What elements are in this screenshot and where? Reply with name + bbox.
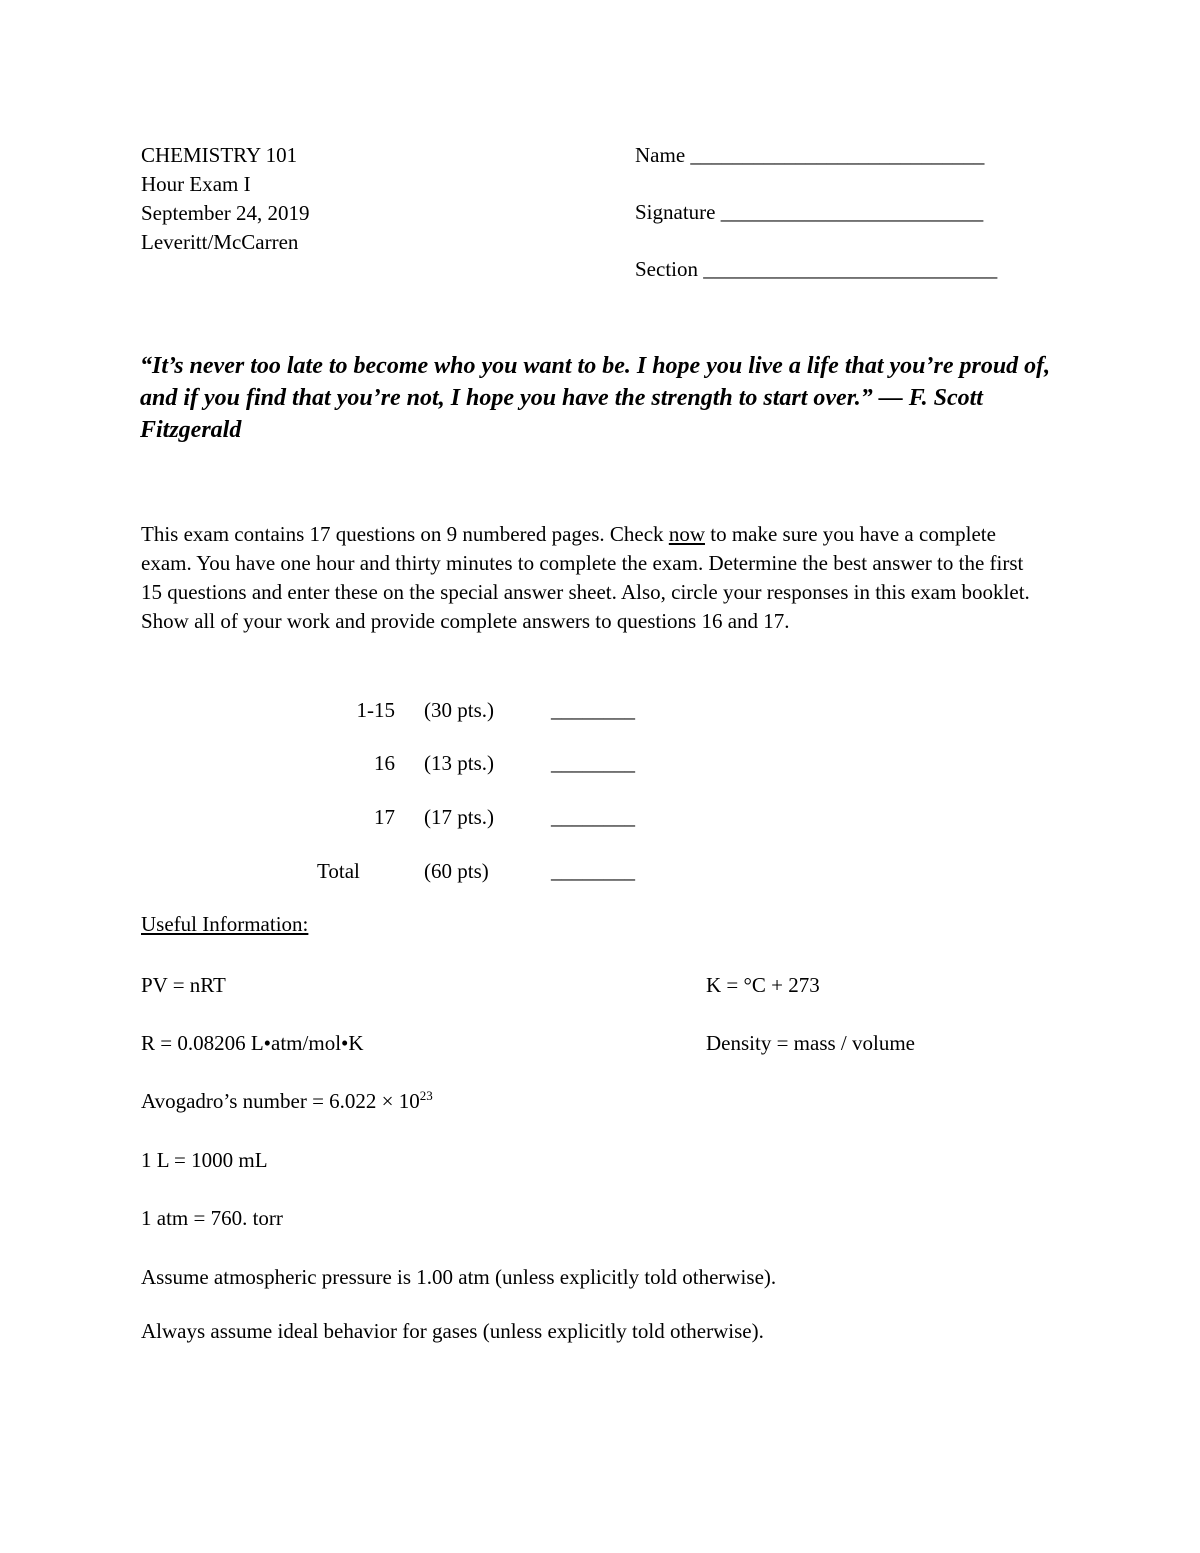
avogadro-exponent: 23 [419,1088,433,1103]
score-total-label: Total [317,859,360,883]
score-question: 16 [374,751,395,775]
instructors: Leveritt/McCarren [141,230,299,254]
instructions-before: This exam contains 17 questions on 9 numbered pages. Check [141,522,669,546]
score-blank[interactable]: ________ [551,805,635,829]
signature-field[interactable]: Signature _________________________ [635,200,984,224]
instructions-after: to make sure you have a complete exam. You have one hour and thirty minutes to complete the exam. Determine the best answer to the first 15 questions and enter these on the special answer sheet. Also, circle your responses in this exam booklet. Show all of your work and provide complete answers to questions 16 and 17. [141,522,1030,633]
liter-conversion: 1 L = 1000 mL [141,1148,268,1172]
score-points: (13 pts.) [424,751,494,775]
gas-constant: R = 0.08206 L•atm/mol•K [141,1031,364,1055]
density-formula: Density = mass / volume [706,1031,915,1055]
score-blank[interactable]: ________ [551,751,635,775]
score-question: 1-15 [356,698,395,722]
assume-ideal: Always assume ideal behavior for gases (unless explicitly told otherwise). [141,1319,764,1343]
assume-pressure: Assume atmospheric pressure is 1.00 atm (unless explicitly told otherwise). [141,1265,777,1289]
score-points: (30 pts.) [424,698,494,722]
atm-conversion: 1 atm = 760. torr [141,1206,283,1230]
quote: “It’s never too late to become who you want to be. I hope you live a life that you’re proud of, and if you find that you’re not, I hope you have the strength to start over.” — F. Scott Fitzgerald [140,353,1051,443]
score-question: 17 [374,805,395,829]
score-blank[interactable]: ________ [551,698,635,722]
score-points: (60 pts) [424,859,489,883]
section-field[interactable]: Section ____________________________ [635,257,998,281]
exam-title: Hour Exam I [141,172,251,196]
avogadro-number [141,1087,433,1116]
name-field[interactable]: Name ____________________________ [635,143,985,167]
course-title: CHEMISTRY 101 [141,143,298,167]
kelvin-conversion: K = °C + 273 [706,973,820,997]
instructions-emphasis: now [668,522,705,546]
ideal-gas-law: PV = nRT [141,973,226,997]
exam-date: September 24, 2019 [141,201,310,225]
score-blank[interactable]: ________ [551,859,635,883]
avogadro-base: Avogadro’s number = 6.022 × 10 [141,1089,420,1113]
useful-info-heading: Useful Information: [141,912,309,936]
score-points: (17 pts.) [424,805,494,829]
exam-header [141,141,310,257]
instructions-paragraph [141,520,1046,636]
